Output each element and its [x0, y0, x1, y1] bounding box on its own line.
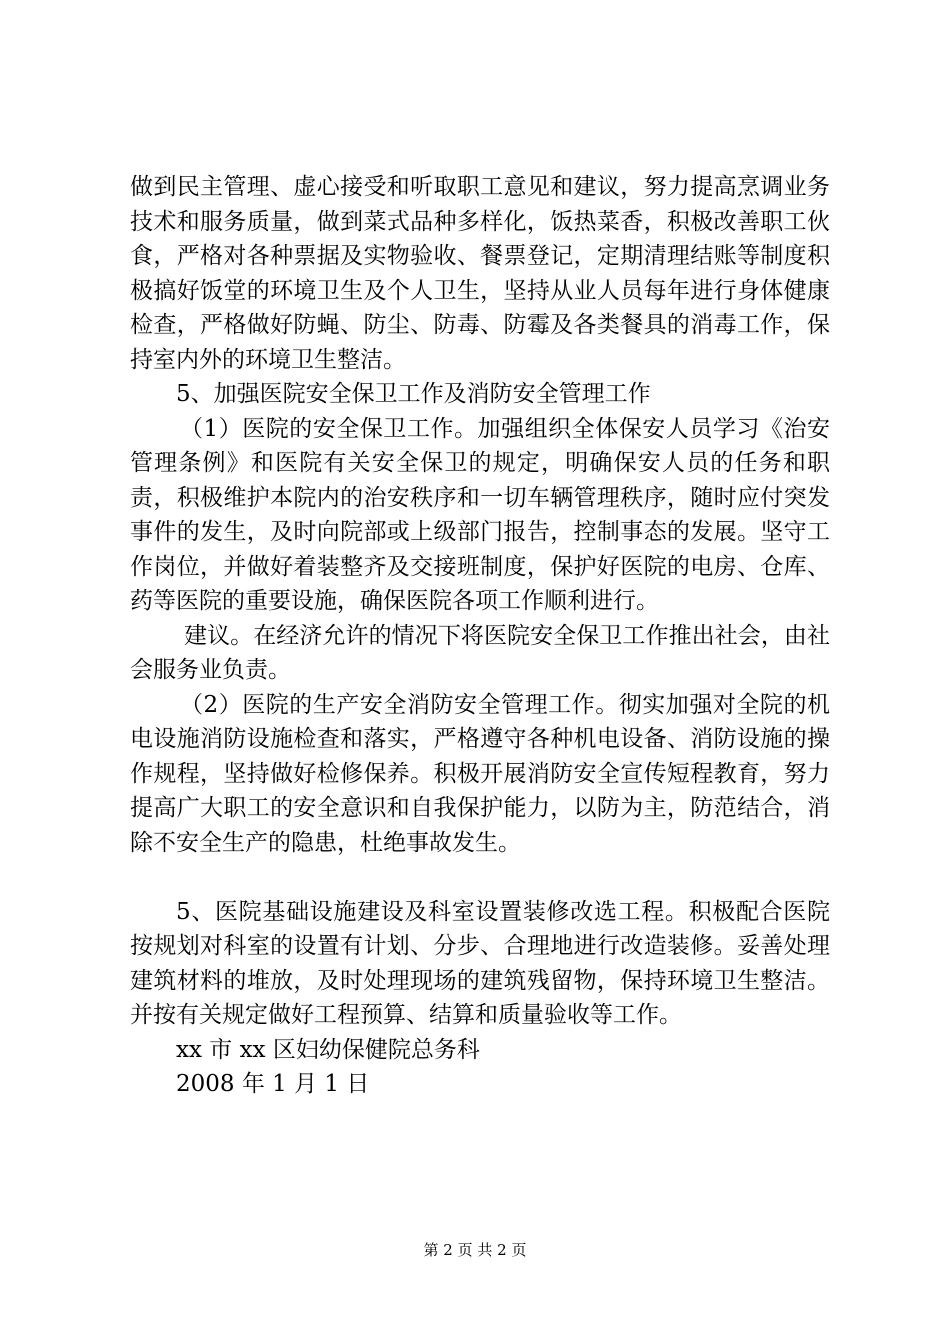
signature-date: 2008 年 1 月 1 日	[176, 1071, 370, 1097]
page-footer: 第 2 页 共 2 页	[423, 1241, 527, 1259]
blank-line	[130, 860, 830, 895]
paragraph-canteen: 做到民主管理、虚心接受和听取职工意见和建议，努力提高烹调业务技术和服务质量，做到菜式品种多样化，饭热菜香，积极改善职工伙食，严格对各种票据及实物验收、餐票登记，定期清理结账等制度积极搞好饭堂的环境卫生及个人卫生，坚持从业人员每年进行身体健康检查，严格做好防蝇、防尘、防毒、防霉及各类餐具的消毒工作，保持室内外的环境卫生整洁。	[130, 174, 830, 373]
paragraph-infrastructure: 5、医院基础设施建设及科室设置装修改选工程。积极配合医院按规划对科室的设置有计划、分步、合理地进行改造装修。妥善处理建筑材料的堆放，及时处理现场的建筑残留物，保持环境卫生整洁。并按有关规定做好工程预算、结算和质量验收等工作。	[130, 898, 830, 1028]
paragraph-fire-safety: （2）医院的生产安全消防安全管理工作。彻实加强对全院的机电设施消防设施检查和落实，严格遵守各种机电设备、消防设施的操作规程，坚持做好检修保养。积极开展消防安全宣传短程教育，努力提高广大职工的安全意识和自我保护能力，以防为主，防范结合，消除不安全生产的隐患，杜绝事故发生。	[130, 691, 830, 856]
signature-organization: xx 市 xx 区妇幼保健院总务科	[176, 1036, 480, 1063]
document-body	[130, 170, 830, 1102]
paragraph-suggestion: 建议。在经济允许的情况下将医院安全保卫工作推出社会，由社会服务业负责。	[130, 622, 830, 683]
paragraph-security-guard: （1）医院的安全保卫工作。加强组织全体保安人员学习《治安管理条例》和医院有关安全保卫的规定，明确保安人员的任务和职责，积极维护本院内的治安秩序和一切车辆管理秩序，随时应付突发事件的发生，及时向院部或上级部门报告，控制事态的发展。坚守工作岗位，并做好着装整齐及交接班制度，保护好医院的电房、仓库、药等医院的重要设施，确保医院各项工作顺利进行。	[130, 415, 830, 614]
section-heading-security: 5、加强医院安全保卫工作及消防安全管理工作	[176, 381, 651, 407]
